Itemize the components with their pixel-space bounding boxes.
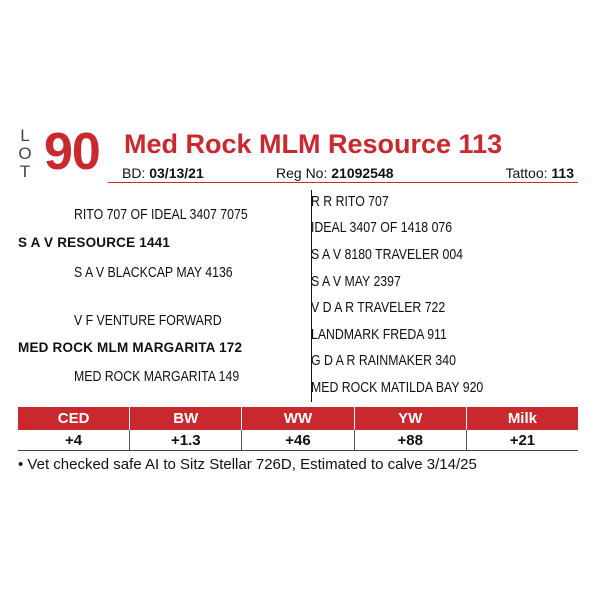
ancestor-line: LANDMARK FREDA 911	[311, 326, 447, 343]
epd-value-yw: +88	[355, 430, 467, 450]
lot-label	[18, 127, 32, 181]
ancestor-line: V D A R TRAVELER 722	[311, 299, 446, 316]
header-rule	[108, 182, 578, 183]
tattoo-value: 113	[551, 165, 574, 181]
dam-sire: V F VENTURE FORWARD	[74, 312, 222, 329]
dam: MED ROCK MLM MARGARITA 172	[18, 340, 243, 355]
ancestor-line: S A V 8180 TRAVELER 004	[311, 246, 464, 263]
lot-note: • Vet checked safe AI to Sitz Stellar 726D, Estimated to calve 3/14/25	[18, 456, 477, 473]
epd-value-ced: +4	[18, 430, 130, 450]
reg-label: Reg No:	[276, 165, 328, 181]
lot-letter: O	[18, 144, 32, 163]
epd-header-row	[18, 407, 578, 430]
epd-header-ced: CED	[18, 407, 130, 430]
birth-date	[122, 165, 204, 181]
ancestor-line: R R RITO 707	[311, 193, 389, 210]
epd-bottom-rule	[18, 450, 578, 451]
sire: S A V RESOURCE 1441	[18, 235, 171, 250]
epd-values-row	[18, 430, 578, 450]
dam-dam: MED ROCK MARGARITA 149	[74, 368, 240, 385]
tattoo-label: Tattoo:	[505, 165, 548, 181]
epd-header-bw: BW	[130, 407, 242, 430]
epd-header-milk: Milk	[467, 407, 578, 430]
pedigree-chart	[18, 188, 578, 403]
ancestor-line: G D A R RAINMAKER 340	[311, 352, 456, 369]
reg-value: 21092548	[331, 165, 394, 181]
birth-date-value: 03/13/21	[149, 165, 204, 181]
ancestor-line: MED ROCK MATILDA BAY 920	[311, 379, 484, 396]
animal-name-title: Med Rock MLM Resource 113	[124, 129, 503, 159]
lot-number: 90	[44, 123, 100, 181]
epd-table	[18, 407, 578, 450]
lot-letter: L	[20, 126, 30, 145]
registration-number	[276, 165, 394, 181]
ancestor-line: S A V MAY 2397	[311, 273, 401, 290]
epd-value-ww: +46	[242, 430, 354, 450]
tattoo	[505, 165, 574, 181]
sire-dam: S A V BLACKCAP MAY 4136	[74, 264, 233, 281]
epd-header-ww: WW	[242, 407, 354, 430]
epd-value-milk: +21	[509, 431, 536, 449]
lot-letter: T	[19, 162, 31, 181]
epd-header-yw: YW	[355, 407, 467, 430]
epd-value-bw: +1.3	[130, 430, 242, 450]
birth-date-label: BD:	[122, 165, 146, 181]
sire-sire: RITO 707 OF IDEAL 3407 7075	[74, 206, 248, 223]
ancestor-line: IDEAL 3407 OF 1418 076	[311, 219, 453, 236]
